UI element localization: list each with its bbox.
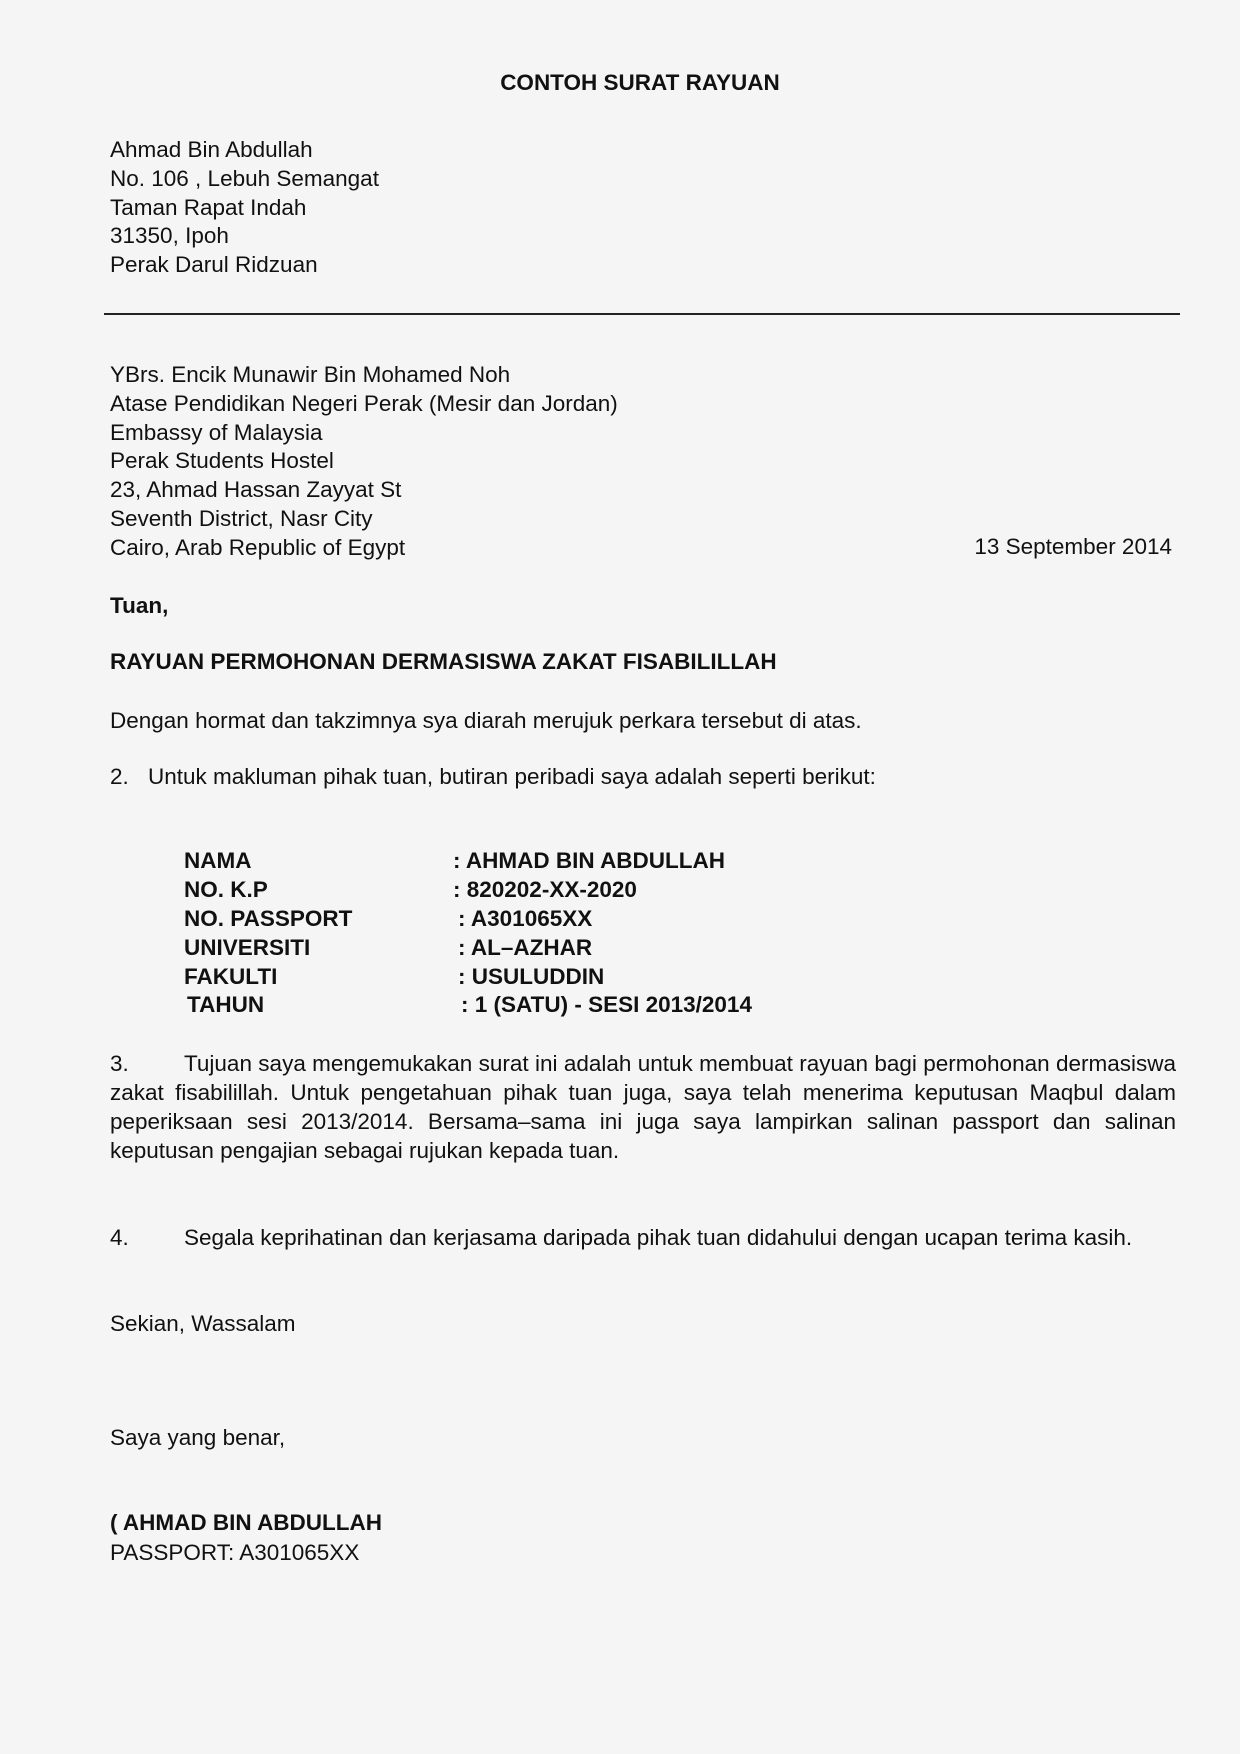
detail-label: FAKULTI — [184, 963, 278, 989]
detail-value: : A301065XX — [458, 905, 593, 931]
personal-details — [184, 847, 884, 1020]
signature-passport: PASSPORT: A301065XX — [110, 1540, 360, 1565]
document-title: CONTOH SURAT RAYUAN — [500, 70, 780, 95]
detail-row-fakulti — [184, 963, 884, 992]
detail-label: NO. PASSPORT — [184, 905, 353, 931]
salutation: Tuan, — [110, 593, 169, 618]
recipient-line: 23, Ahmad Hassan Zayyat St — [110, 477, 402, 503]
recipient-line: Cairo, Arab Republic of Egypt — [110, 534, 406, 560]
paragraph-3 — [110, 1049, 1176, 1165]
detail-value: : USULUDDIN — [458, 963, 605, 989]
paragraph-4 — [110, 1223, 1176, 1252]
paragraph-number: 2. — [110, 764, 129, 789]
recipient-line: Embassy of Malaysia — [110, 419, 323, 445]
signature-name: ( AHMAD BIN ABDULLAH — [110, 1510, 383, 1535]
recipient-line: Atase Pendidikan Negeri Perak (Mesir dan Jordan) — [110, 390, 618, 416]
detail-row-universiti — [184, 934, 884, 963]
paragraph-2 — [110, 766, 876, 789]
recipient-line: Seventh District, Nasr City — [110, 505, 373, 531]
detail-row-passport — [184, 905, 884, 934]
sender-line: No. 106 , Lebuh Semangat — [110, 165, 379, 191]
sender-line: 31350, Ipoh — [110, 223, 229, 249]
signoff: Saya yang benar, — [110, 1425, 286, 1450]
recipient-line: Perak Students Hostel — [110, 448, 334, 474]
detail-row-tahun — [184, 991, 884, 1020]
subject-line: RAYUAN PERMOHONAN DERMASISWA ZAKAT FISABILILLAH — [110, 649, 777, 674]
detail-label: NO. K.P — [184, 876, 268, 902]
sender-address — [110, 136, 379, 280]
letter-date: 13 September 2014 — [974, 534, 1172, 559]
recipient-address — [110, 361, 618, 563]
sender-line: Perak Darul Ridzuan — [110, 252, 318, 278]
paragraph-text: Untuk makluman pihak tuan, butiran peribadi saya adalah seperti berikut: — [148, 764, 876, 789]
detail-row-nama — [184, 847, 884, 876]
paragraph-number: 4. — [110, 1225, 129, 1250]
detail-label: UNIVERSITI — [184, 934, 311, 960]
paragraph-1: Dengan hormat dan takzimnya sya diarah merujuk perkara tersebut di atas. — [110, 708, 862, 733]
detail-value: : 1 (SATU) - SESI 2013/2014 — [461, 992, 752, 1018]
paragraph-text: Segala keprihatinan dan kerjasama daripada pihak tuan didahului dengan ucapan terima kasih. — [184, 1225, 1133, 1250]
paragraph-number: 3. — [110, 1051, 129, 1076]
detail-value: : AL–AZHAR — [458, 934, 593, 960]
detail-row-kp — [184, 876, 884, 905]
recipient-line: YBrs. Encik Munawir Bin Mohamed Noh — [110, 362, 511, 387]
sender-line: Ahmad Bin Abdullah — [110, 137, 313, 162]
paragraph-text: Tujuan saya mengemukakan surat ini adalah untuk membuat rayuan bagi permohonan dermasiswa zakat fisabilillah. Untuk pengetahuan pihak tuan juga, saya telah menerima keputusan Maqbul dalam peperiksaan sesi 2013/2014. Bersama–sama ini juga saya lampirkan salinan passport dan salinan keputusan pengajian sebagai rujukan kepada tuan. — [110, 1051, 1176, 1163]
detail-value: : 820202-XX-2020 — [453, 876, 637, 902]
divider-line — [104, 313, 1180, 315]
detail-label: NAMA — [184, 848, 252, 873]
sender-line: Taman Rapat Indah — [110, 194, 307, 220]
detail-value: : AHMAD BIN ABDULLAH — [453, 848, 726, 873]
closing: Sekian, Wassalam — [110, 1311, 296, 1336]
detail-label: TAHUN — [187, 992, 265, 1018]
